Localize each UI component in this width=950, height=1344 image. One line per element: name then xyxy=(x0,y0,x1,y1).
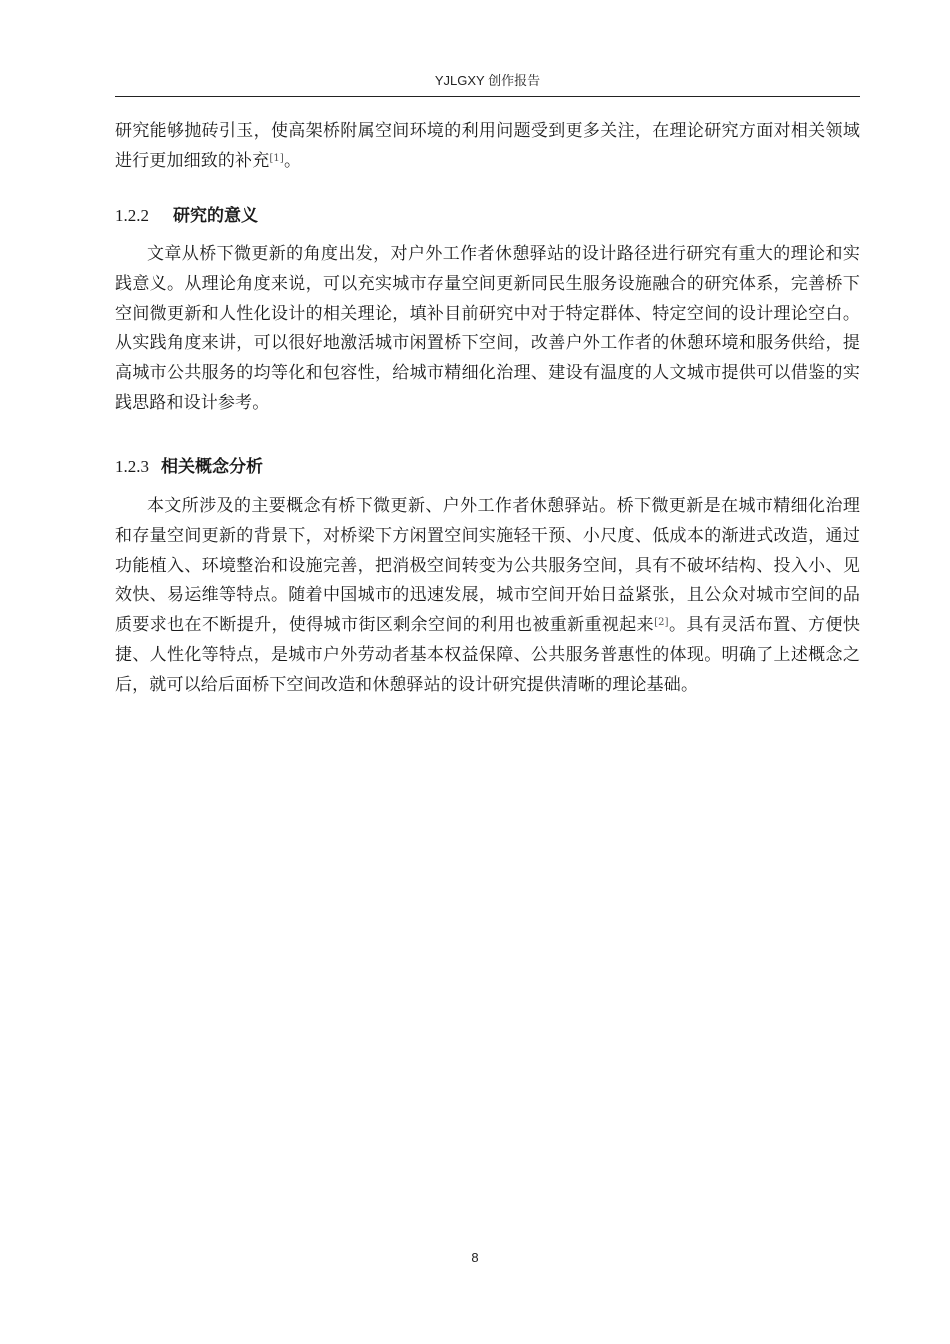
section-number: 1.2.2 xyxy=(115,206,149,225)
section-heading-1-2-2 xyxy=(115,204,258,228)
header-title: YJLGXY 创作报告 xyxy=(434,73,541,88)
continuation-text: 研究能够抛砖引玉，使高架桥附属空间环境的利用问题受到更多关注，在理论研究方面对相关领域进行更加细致的补充 xyxy=(115,121,860,171)
continuation-text-end: 。 xyxy=(283,150,302,171)
citation-ref-2[interactable]: [2] xyxy=(654,617,669,629)
page-header xyxy=(115,70,860,89)
concepts-text: 本文所涉及的主要概念有桥下微更新、户外工作者休憩驿站。桥下微更新是在城市精细化治理和存量空间更新的背景下，对桥梁下方闲置空间实施轻干预、小尺度、低成本的渐进式改造，通过功能植入、环境整治和设施完善，把消极空间转变为公共服务空间，具有不破坏结构、投入小、见效快、易运维等特点。随着中国城市的迅速发展，城市空间开始日益紧张，且公众对城市空间的品质要求也在不断提升，使得城市街区剩余空间的利用也被重新重视起来 xyxy=(115,496,860,636)
section-number: 1.2.3 xyxy=(115,457,149,476)
significance-paragraph: 文章从桥下微更新的角度出发，对户外工作者休憩驿站的设计路径进行研究有重大的理论和实践意义。从理论角度来说，可以充实城市存量空间更新同民生服务设施融合的研究体系，完善桥下空间微更新和人性化设计的相关理论，填补目前研究中对于特定群体、特定空间的设计理论空白。从实践角度来讲，可以很好地激活城市闲置桥下空间，改善户外工作者的休憩环境和服务供给，提高城市公共服务的均等化和包容性，给城市精细化治理、建设有温度的人文城市提供可以借鉴的实践思路和设计参考。 xyxy=(115,244,860,413)
page-number: 8 xyxy=(471,1250,479,1265)
continuation-paragraph xyxy=(115,117,860,177)
section-heading-1-2-3 xyxy=(115,455,263,479)
section-title: 相关概念分析 xyxy=(161,457,263,477)
concepts-paragraph xyxy=(115,492,860,701)
section-title: 研究的意义 xyxy=(173,206,258,226)
concepts-text-end: 。具有灵活布置、方便快捷、人性化等特点，是城市户外劳动者基本权益保障、公共服务普惠性的体现。明确了上述概念之后，就可以给后面桥下空间改造和休憩驿站的设计研究提供清晰的理论基础。 xyxy=(115,615,860,695)
citation-ref-1[interactable]: [1] xyxy=(269,152,284,164)
header-divider xyxy=(115,96,860,97)
